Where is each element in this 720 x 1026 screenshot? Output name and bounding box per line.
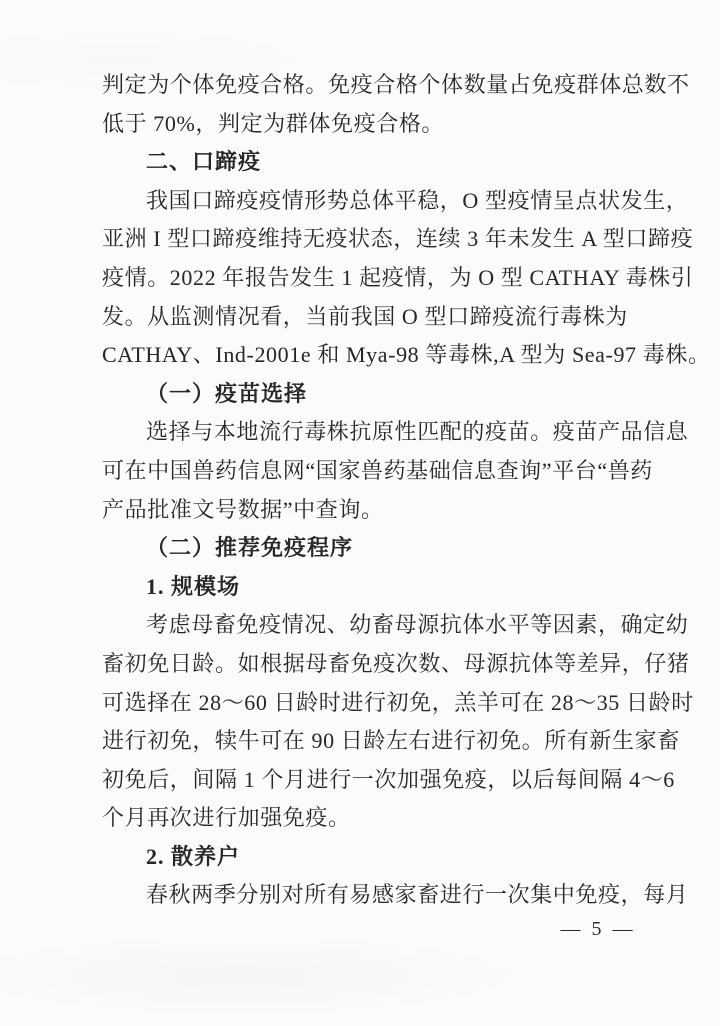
section-heading: 1. 规模场	[146, 573, 241, 599]
text-line: 我国口蹄疫疫情形势总体平稳，O 型疫情呈点状发生，	[146, 187, 689, 213]
section-heading: 2. 散养户	[146, 843, 241, 869]
text-line: 春秋两季分别对所有易感家畜进行一次集中免疫，每月	[146, 882, 689, 908]
section-heading: （一）疫苗选择	[146, 380, 308, 406]
text-line: 畜初免日龄。如根据母畜免疫次数、母源抗体等差异，仔猪	[102, 650, 690, 676]
section-heading: （二）推荐免疫程序	[146, 535, 354, 561]
text-line: 产品批准文号数据”中查询。	[102, 496, 384, 522]
text-line: 考虑母畜免疫情况、幼畜母源抗体水平等因素，确定幼	[146, 612, 689, 638]
text-line: 可选择在 28～60 日龄时进行初免，羔羊可在 28～35 日龄时	[102, 689, 694, 715]
text-line: 疫情。2022 年报告发生 1 起疫情，为 O 型 CATHAY 毒株引	[102, 264, 694, 290]
text-line: 初免后，间隔 1 个月进行一次加强免疫，以后每间隔 4～6	[102, 766, 675, 792]
text-line: 选择与本地流行毒株抗原性匹配的疫苗。疫苗产品信息	[146, 419, 689, 445]
section-heading: 二、口蹄疫	[146, 149, 262, 175]
text-line: 进行初免，犊牛可在 90 日龄左右进行初免。所有新生家畜	[102, 728, 680, 754]
text-line: 判定为个体免疫合格。免疫合格个体数量占免疫群体总数不	[102, 72, 690, 97]
text-line: 可在中国兽药信息网“国家兽药基础信息查询”平台“兽药	[102, 457, 653, 483]
text-line: 低于 70%，判定为群体免疫合格。	[102, 110, 445, 136]
page-number: — 5 —	[560, 918, 636, 940]
page-content	[102, 66, 711, 915]
text-line: 发。从监测情况看，当前我国 O 型口蹄疫流行毒株为	[102, 303, 628, 329]
text-line: 亚洲 I 型口蹄疫维持无疫状态，连续 3 年未发生 A 型口蹄疫	[102, 226, 694, 252]
text-line: CATHAY、Ind-2001e 和 Mya-98 等毒株,A 型为 Sea-97 毒株。	[102, 342, 711, 368]
text-line: 个月再次进行加强免疫。	[102, 805, 351, 831]
